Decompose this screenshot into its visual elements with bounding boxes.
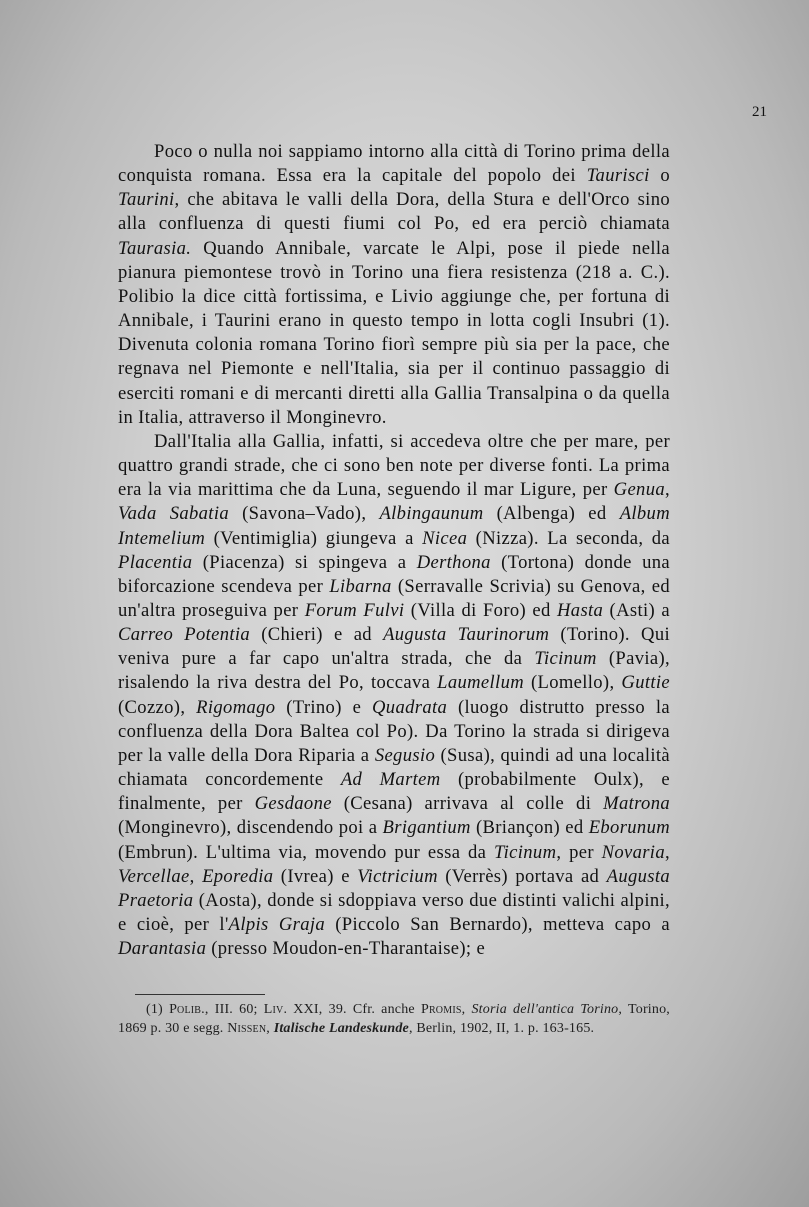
text-run: (Chieri) e ad bbox=[250, 624, 384, 646]
text-run: (Villa di Foro) ed bbox=[404, 599, 558, 621]
italic-term: Matrona bbox=[603, 793, 670, 815]
italic-term: Augusta Praetoria bbox=[118, 865, 671, 911]
italic-term: Genua bbox=[613, 479, 665, 501]
text-run: (Cozzo), bbox=[118, 696, 197, 718]
author-abbrev: Polib. bbox=[169, 1002, 205, 1017]
text-run: (Serravalle Scrivia) su Genova, ed un'altra proseguiva per bbox=[118, 575, 670, 621]
italic-term: Eborunum bbox=[588, 817, 670, 839]
page-number: 21 bbox=[752, 104, 767, 120]
text-run: (Savona–Vado), bbox=[229, 503, 380, 525]
italic-term: Rigomago bbox=[196, 696, 276, 718]
text-run: (Trino) e bbox=[275, 696, 373, 718]
italic-term: Taurini bbox=[118, 189, 175, 211]
italic-term: Vada Sabatia bbox=[118, 503, 229, 525]
author-abbrev: Nissen bbox=[227, 1021, 267, 1036]
italic-term: Novaria bbox=[601, 841, 665, 863]
text-run: (Susa), quindi ad una località chiamata concordemente bbox=[118, 744, 670, 791]
italic-term: Alpis Graja bbox=[228, 914, 326, 935]
italic-term: Ad Martem bbox=[340, 769, 441, 791]
italic-term: Forum Fulvi bbox=[304, 599, 405, 621]
text-run: , bbox=[664, 841, 670, 863]
text-run: (Ivrea) e bbox=[273, 865, 358, 887]
italic-term: Darantasia bbox=[118, 938, 207, 960]
italic-term: Augusta Taurinorum bbox=[383, 624, 550, 646]
italic-term: Hasta bbox=[557, 599, 604, 621]
text-run: (Torino). Qui veniva pure a far capo un'altra strada, che da bbox=[118, 624, 670, 670]
italic-term: Segusio bbox=[374, 744, 436, 766]
text-run: Poco o nulla noi sappiamo intorno alla città di Torino prima della conquista romana. Essa era la capitale del popolo dei bbox=[118, 141, 670, 187]
author-abbrev: Promis bbox=[420, 1002, 462, 1017]
italic-term: Placentia bbox=[118, 551, 193, 573]
italic-term: Gesdaone bbox=[254, 793, 332, 815]
italic-term: Vercellae bbox=[118, 865, 190, 887]
text-run: , III. 60; bbox=[204, 1002, 264, 1017]
text-run: (Piacenza) si spingeva a bbox=[192, 551, 417, 573]
text-run: o bbox=[649, 165, 670, 187]
italic-term: Album Intemelium bbox=[118, 503, 670, 549]
text-run: (Monginevro), discendendo poi a bbox=[118, 817, 383, 839]
italic-term: Albingaunum bbox=[379, 503, 484, 525]
body-text bbox=[118, 140, 670, 961]
italic-term: Laumellum bbox=[437, 672, 524, 694]
text-run: (Albenga) ed bbox=[483, 503, 620, 525]
text-run: Quando Annibale, varcate le Alpi, pose il piede nella pianura piemontese trovò in Torino una fiera resistenza (218 a. C.). Polibio la dice città fortissima, e Livio aggiunge che, per fortuna di Annibale, i Taurini erano in questo tempo in lotta cogli Insubri (1). Divenuta colonia romana Torino fiorì sempre più sia per la pace, che regnava nel Piemonte e nell'Italia, sia per il continuo passaggio di eserciti romani e di mercanti diretti alla Gallia Transalpina o da quella in Italia, attraverso il Monginevro. bbox=[118, 237, 670, 428]
italic-term: Storia dell'antica Torino bbox=[471, 1002, 619, 1017]
italic-term: Carreo Potentia bbox=[118, 624, 251, 646]
text-run: (Nizza). La seconda, da bbox=[467, 527, 671, 549]
text-run: (Ventimiglia) giungeva a bbox=[205, 527, 423, 549]
italic-term: Brigantium bbox=[382, 817, 471, 839]
text-run: , che abitava le valli della Dora, della Stura e dell'Orco sino alla confluenza di questi fiumi col Po, ed era perciò chiamata bbox=[118, 189, 670, 235]
footnote bbox=[118, 1000, 670, 1038]
text-run: (Briançon) ed bbox=[470, 817, 589, 839]
text-run: , bbox=[665, 479, 670, 501]
text-run: (Embrun). L'ultima via, movendo pur essa da bbox=[118, 841, 494, 863]
text-run: (probabilmente Oulx), e finalmente, per bbox=[118, 769, 670, 815]
text-run: Dall'Italia alla Gallia, infatti, si accedeva oltre che per mare, per quattro grandi strade, che ci sono ben note per diverse fonti. La prima era la via marittima che da Luna, seguendo il mar Ligure, per bbox=[118, 430, 670, 501]
text-run: , per bbox=[556, 841, 602, 863]
italic-term: Ticinum bbox=[534, 648, 597, 670]
text-run: XXI, 39. Cfr. anche bbox=[287, 1002, 421, 1017]
text-run: (Asti) a bbox=[603, 599, 670, 621]
italic-term: Eporedia bbox=[202, 865, 274, 887]
paragraph-2 bbox=[118, 430, 670, 961]
author-abbrev: Liv. bbox=[263, 1002, 288, 1017]
text-run: (Lomello), bbox=[524, 672, 622, 694]
italic-term: Nicea bbox=[422, 527, 468, 549]
text-run: , bbox=[189, 865, 203, 887]
text-run: (Aosta), donde si sdoppiava verso due distinti valichi alpini, e cioè, per l' bbox=[118, 889, 670, 935]
text-run: , bbox=[266, 1021, 274, 1036]
text-run: (Tortona) donde una biforcazione scendeva per bbox=[118, 551, 671, 597]
italic-term: Victricium bbox=[357, 865, 438, 887]
text-run: (1) bbox=[146, 1002, 170, 1017]
text-run: (Piccolo San Bernardo), metteva capo a bbox=[325, 914, 670, 935]
text-run: , Torino, 1869 p. 30 e segg. bbox=[118, 1002, 670, 1036]
italic-term: Guttie bbox=[621, 672, 670, 694]
text-run: (presso Moudon-en-Tharantaise); e bbox=[206, 938, 486, 960]
italic-term: Taurisci bbox=[586, 165, 650, 187]
italic-term: Taurasia. bbox=[118, 237, 192, 259]
italic-term: Ticinum bbox=[493, 841, 557, 863]
italic-term: Libarna bbox=[329, 575, 392, 597]
text-run: (Pavia), risalendo la riva destra del Po, toccava bbox=[118, 648, 670, 694]
text-run: (Cesana) arrivava al colle di bbox=[331, 793, 604, 815]
work-title: Italische Landeskunde bbox=[273, 1021, 409, 1036]
text-run: (Verrès) portava ad bbox=[437, 865, 607, 887]
text-run: , Berlin, 1902, II, 1. p. 163-165. bbox=[408, 1021, 595, 1036]
italic-term: Quadrata bbox=[372, 696, 448, 718]
paragraph-1 bbox=[118, 140, 670, 430]
text-run: , bbox=[461, 1002, 472, 1017]
footnote-separator bbox=[135, 994, 265, 995]
text-run: (luogo distrutto presso la confluenza della Dora Baltea col Po). Da Torino la strada si dirigeva per la valle della Dora Riparia a bbox=[118, 696, 670, 766]
italic-term: Derthona bbox=[416, 551, 491, 573]
